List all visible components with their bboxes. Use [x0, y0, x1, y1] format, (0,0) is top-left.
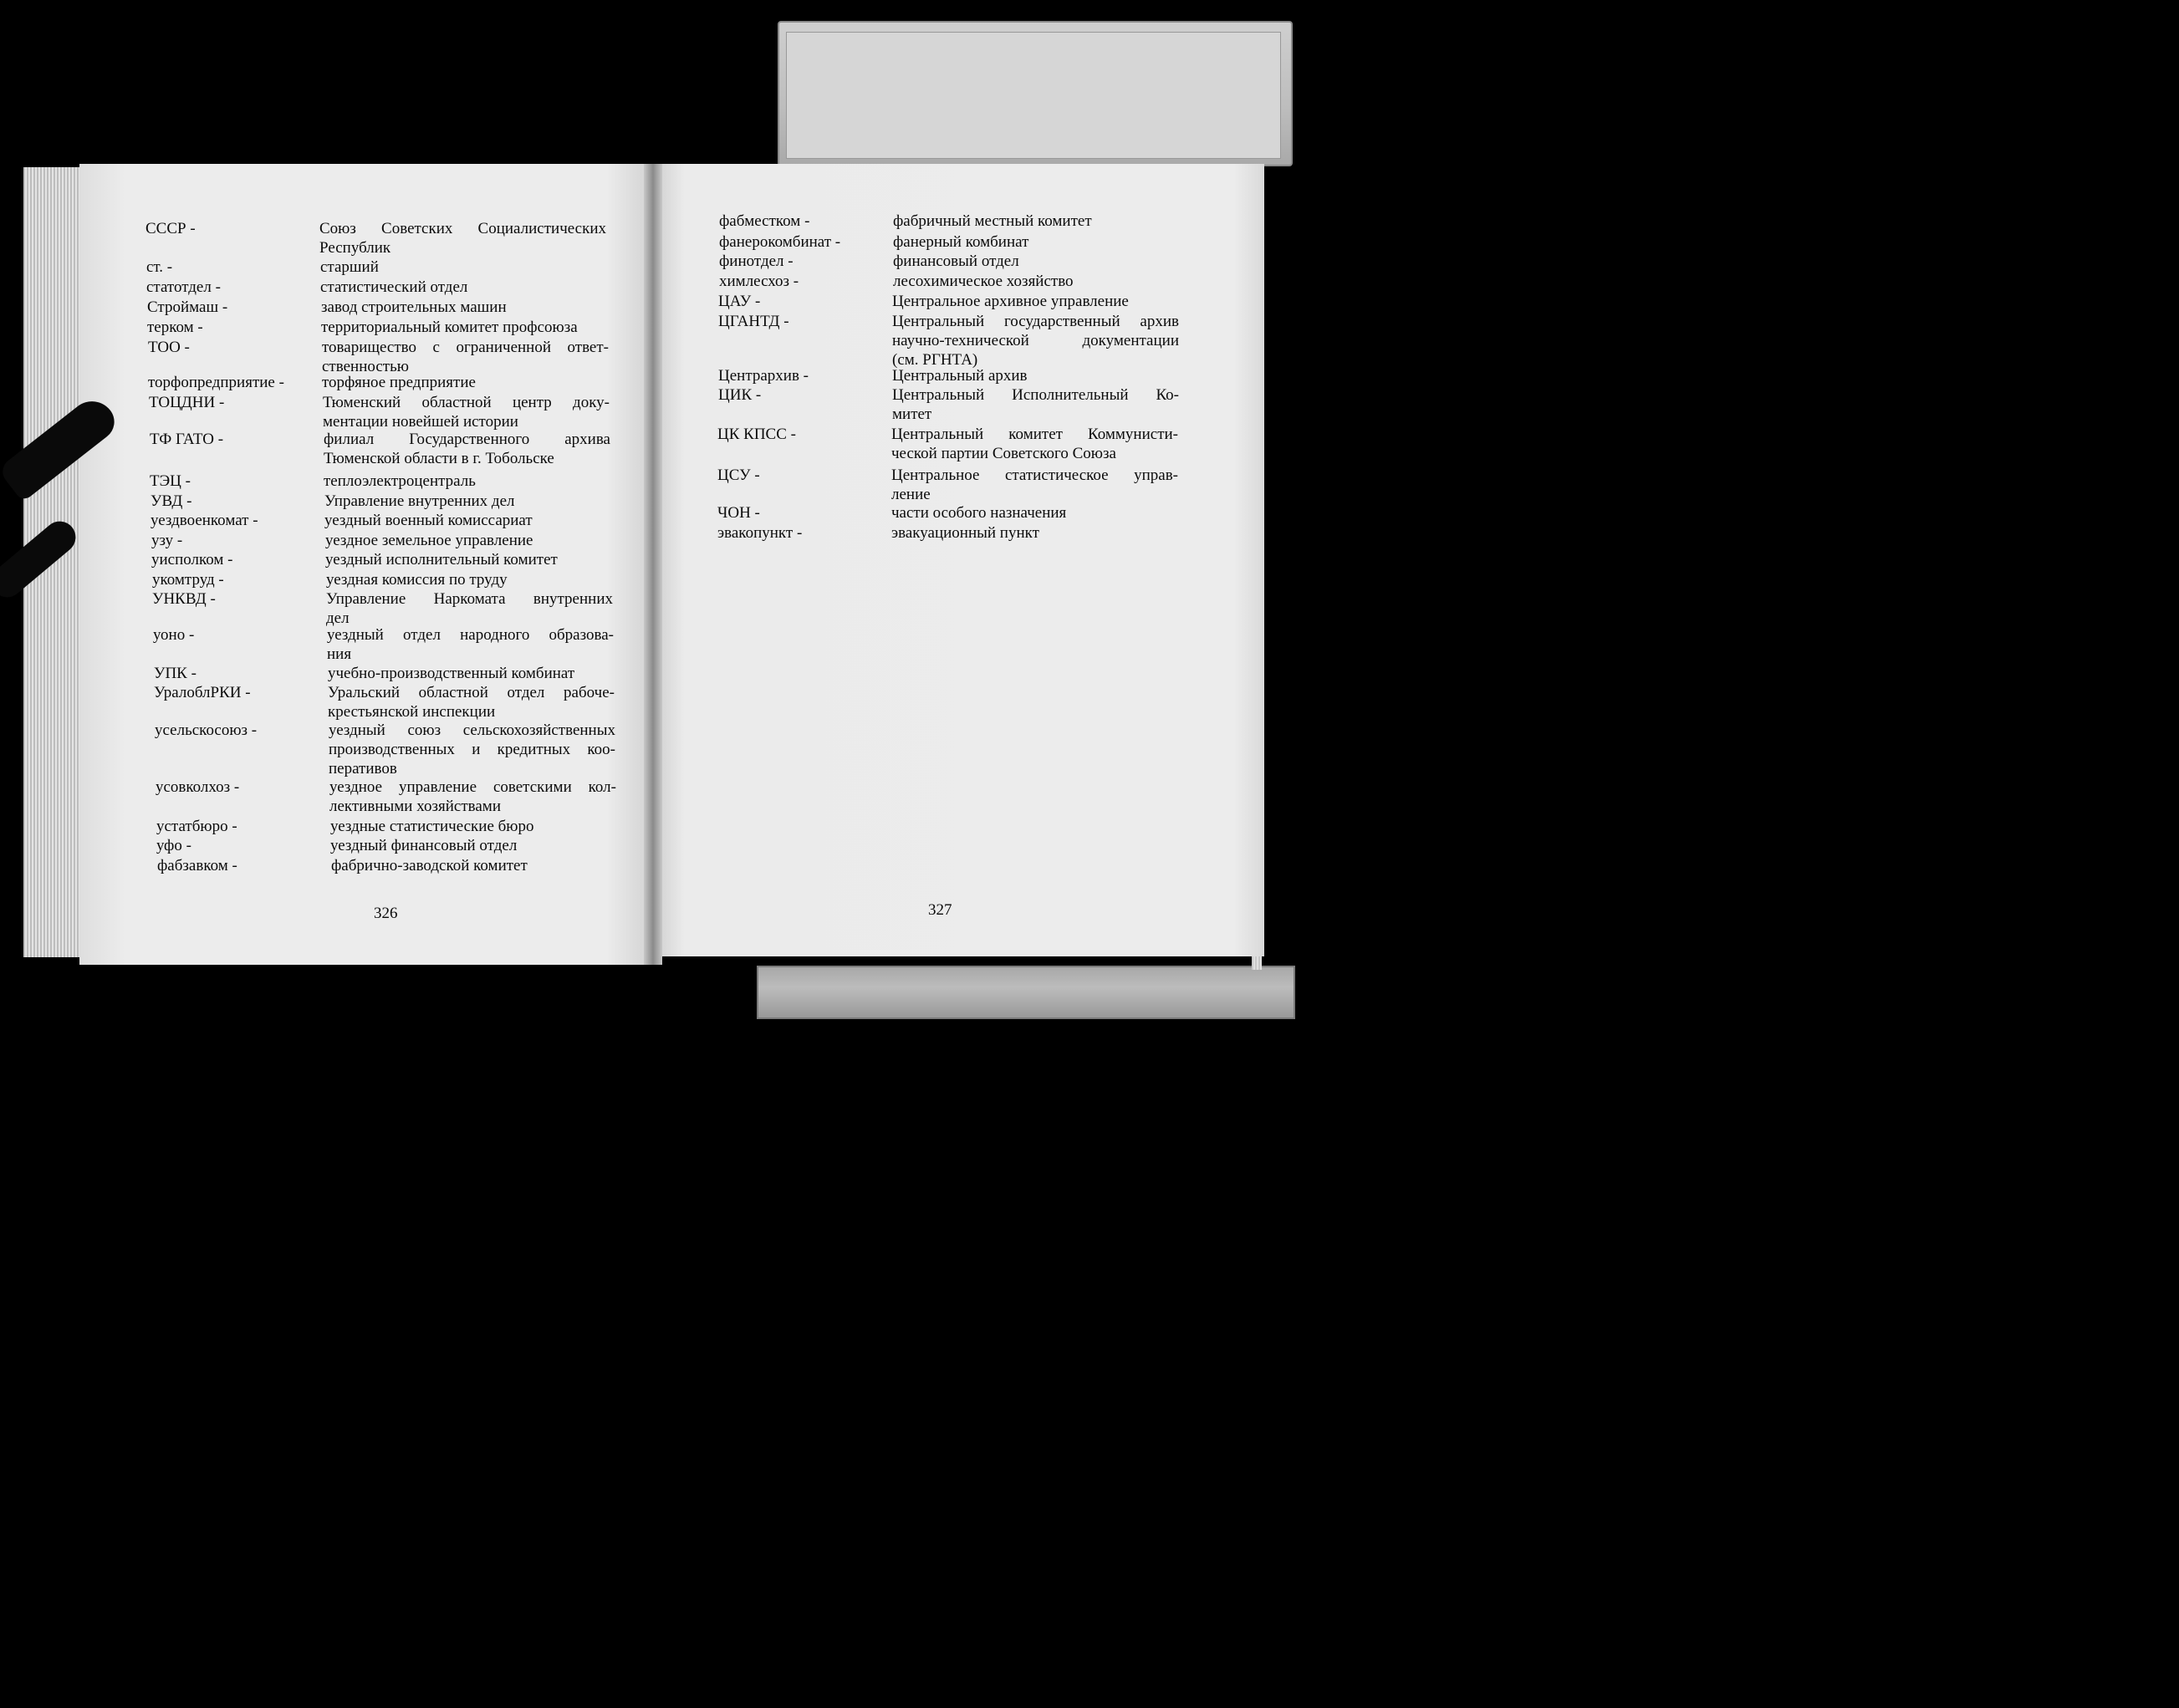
glossary-definition	[892, 312, 1179, 370]
definition-line: производственных и кредитных коо-	[329, 741, 615, 758]
definition-line: ственностью	[322, 358, 409, 375]
definition-line: товарищество с ограниченной ответ-	[322, 339, 609, 356]
glossary-definition	[325, 531, 612, 550]
archive-folder-top-inner	[786, 32, 1281, 159]
definition-line: уездный союз сельскохозяйственных	[329, 721, 615, 739]
definition-line: уездный военный комиссариат	[324, 512, 533, 529]
definition-line: торфяное предприятие	[322, 374, 476, 391]
glossary-abbreviation: ТОЦДНИ -	[149, 394, 225, 411]
glossary-definition	[320, 278, 607, 297]
definition-line: теплоэлектроцентраль	[324, 472, 476, 490]
glossary-abbreviation: УПК -	[154, 665, 196, 682]
glossary-definition	[893, 252, 1180, 271]
definition-line: митет	[892, 405, 932, 423]
glossary-abbreviation: фабместком -	[719, 212, 810, 230]
glossary-abbreviation: устатбюро -	[156, 818, 237, 835]
archive-folder-bottom	[757, 966, 1295, 1019]
glossary-abbreviation: ЦИК -	[718, 386, 762, 404]
definition-line: Центральный комитет Коммунисти-	[891, 426, 1178, 443]
definition-line: научно-технической документации	[892, 332, 1179, 349]
glossary-definition	[330, 836, 617, 855]
glossary-abbreviation: химлесхоз -	[719, 273, 799, 290]
definition-line: ментации новейшей истории	[323, 413, 518, 431]
glossary-abbreviation: торфопредприятие -	[148, 374, 284, 391]
glossary-abbreviation: финотдел -	[719, 252, 794, 270]
glossary-abbreviation: УралоблРКИ -	[154, 684, 251, 701]
definition-line: крестьянской инспекции	[328, 703, 496, 721]
glossary-definition	[324, 472, 610, 491]
glossary-definition	[331, 856, 618, 875]
glossary-definition	[892, 385, 1179, 424]
glossary-abbreviation: эвакопункт -	[717, 524, 803, 542]
definition-line: фабрично-заводской комитет	[331, 857, 528, 874]
glossary-definition	[319, 219, 606, 257]
definition-line: старший	[320, 258, 379, 276]
definition-line: Центральное архивное управление	[892, 293, 1129, 310]
definition-line: учебно-производственный комбинат	[328, 665, 575, 682]
glossary-abbreviation: терком -	[147, 319, 203, 336]
definition-line: Тюменской области в г. Тобольске	[324, 450, 554, 467]
glossary-abbreviation: статотдел -	[146, 278, 221, 296]
glossary-definition	[892, 366, 1179, 385]
glossary-abbreviation: Строймаш -	[147, 298, 228, 316]
glossary-abbreviation: ТЭЦ -	[150, 472, 191, 490]
definition-line: уездный исполнительный комитет	[325, 551, 558, 568]
page-number-left: 326	[374, 905, 398, 922]
glossary-abbreviation: Центрархив -	[718, 367, 809, 385]
definition-line: Центральное статистическое управ-	[891, 467, 1178, 484]
definition-line: эвакуационный пункт	[891, 524, 1039, 542]
definition-line: территориальный комитет профсоюза	[321, 319, 578, 336]
glossary-definition	[327, 625, 614, 664]
glossary-abbreviation: ТФ ГАТО -	[150, 431, 224, 448]
glossary-definition	[329, 721, 615, 778]
definition-line: лесохимическое хозяйство	[893, 273, 1074, 290]
definition-line: ческой партии Советского Союза	[891, 445, 1116, 462]
definition-line: Уральский областной отдел рабоче-	[328, 684, 615, 701]
glossary-definition	[322, 338, 609, 376]
definition-line: уездный финансовый отдел	[330, 837, 518, 854]
definition-line: филиал Государственного архива	[324, 431, 610, 448]
glossary-abbreviation: фабзавком -	[157, 857, 237, 874]
glossary-abbreviation: ЦК КПСС -	[717, 426, 796, 443]
glossary-definition	[320, 257, 607, 277]
glossary-abbreviation: уездвоенкомат -	[151, 512, 258, 529]
glossary-abbreviation: укомтруд -	[152, 571, 224, 589]
glossary-definition	[891, 425, 1178, 463]
definition-line: ния	[327, 645, 352, 663]
glossary-definition	[893, 232, 1180, 252]
glossary-abbreviation: ЧОН -	[717, 504, 760, 522]
glossary-abbreviation: ЦСУ -	[717, 467, 760, 484]
definition-line: Республик	[319, 239, 391, 257]
definition-line: Тюменский областной центр доку-	[323, 394, 610, 411]
glossary-abbreviation: уисполком -	[151, 551, 233, 568]
definition-line: Центральный архив	[892, 367, 1028, 385]
definition-line: дел	[326, 609, 350, 627]
definition-line: уездная комиссия по труду	[326, 571, 508, 589]
glossary-definition	[891, 503, 1178, 523]
glossary-abbreviation: усельскосоюз -	[155, 721, 258, 739]
definition-line: части особого назначения	[891, 504, 1067, 522]
page-number-right: 327	[928, 901, 952, 919]
glossary-abbreviation: УВД -	[151, 492, 192, 510]
glossary-definition	[321, 298, 608, 317]
glossary-definition	[324, 430, 610, 468]
glossary-abbreviation: СССР -	[145, 220, 196, 237]
glossary-abbreviation: УНКВД -	[152, 590, 216, 608]
definition-line: уездное земельное управление	[325, 532, 533, 549]
glossary-definition	[321, 318, 608, 337]
glossary-definition	[322, 373, 609, 392]
glossary-abbreviation: ст. -	[146, 258, 173, 276]
definition-line: перативов	[329, 760, 397, 778]
glossary-definition	[330, 817, 617, 836]
glossary-definition	[323, 393, 610, 431]
definition-line: Союз Советских Социалистических	[319, 220, 606, 237]
glossary-definition	[324, 492, 611, 511]
glossary-definition	[893, 272, 1180, 291]
glossary-definition	[324, 511, 611, 530]
definition-line: уездный отдел народного образова-	[327, 626, 614, 644]
glossary-definition	[329, 778, 616, 816]
glossary-definition	[328, 683, 615, 721]
glossary-definition	[325, 550, 612, 569]
definition-line: Управление Наркомата внутренних	[326, 590, 613, 608]
glossary-definition	[891, 523, 1178, 543]
glossary-definition	[893, 212, 1180, 231]
definition-line: ление	[891, 486, 931, 503]
definition-line: уездные статистические бюро	[330, 818, 534, 835]
definition-line: Центральный государственный архив	[892, 313, 1179, 330]
glossary-definition	[326, 589, 613, 628]
definition-line: (см. РГНТА)	[892, 351, 978, 369]
definition-line: фабричный местный комитет	[893, 212, 1092, 230]
glossary-abbreviation: ЦГАНТД -	[718, 313, 789, 330]
book-gutter	[644, 164, 662, 965]
definition-line: завод строительных машин	[321, 298, 507, 316]
definition-line: фанерный комбинат	[893, 233, 1029, 251]
glossary-abbreviation: фанерокомбинат -	[719, 233, 841, 251]
glossary-definition	[326, 570, 613, 589]
glossary-abbreviation: ЦАУ -	[718, 293, 761, 310]
definition-line: финансовый отдел	[893, 252, 1019, 270]
definition-line: уездное управление советскими кол-	[329, 778, 616, 796]
glossary-abbreviation: ТОО -	[148, 339, 190, 356]
definition-line: лективными хозяйствами	[329, 798, 501, 815]
glossary-definition	[892, 292, 1179, 311]
glossary-abbreviation: уфо -	[156, 837, 191, 854]
glossary-definition	[328, 664, 615, 683]
definition-line: Управление внутренних дел	[324, 492, 515, 510]
glossary-definition	[891, 466, 1178, 504]
glossary-abbreviation: уоно -	[153, 626, 195, 644]
definition-line: Центральный Исполнительный Ко-	[892, 386, 1179, 404]
glossary-abbreviation: узу -	[151, 532, 183, 549]
definition-line: статистический отдел	[320, 278, 468, 296]
glossary-abbreviation: усовколхоз -	[156, 778, 240, 796]
